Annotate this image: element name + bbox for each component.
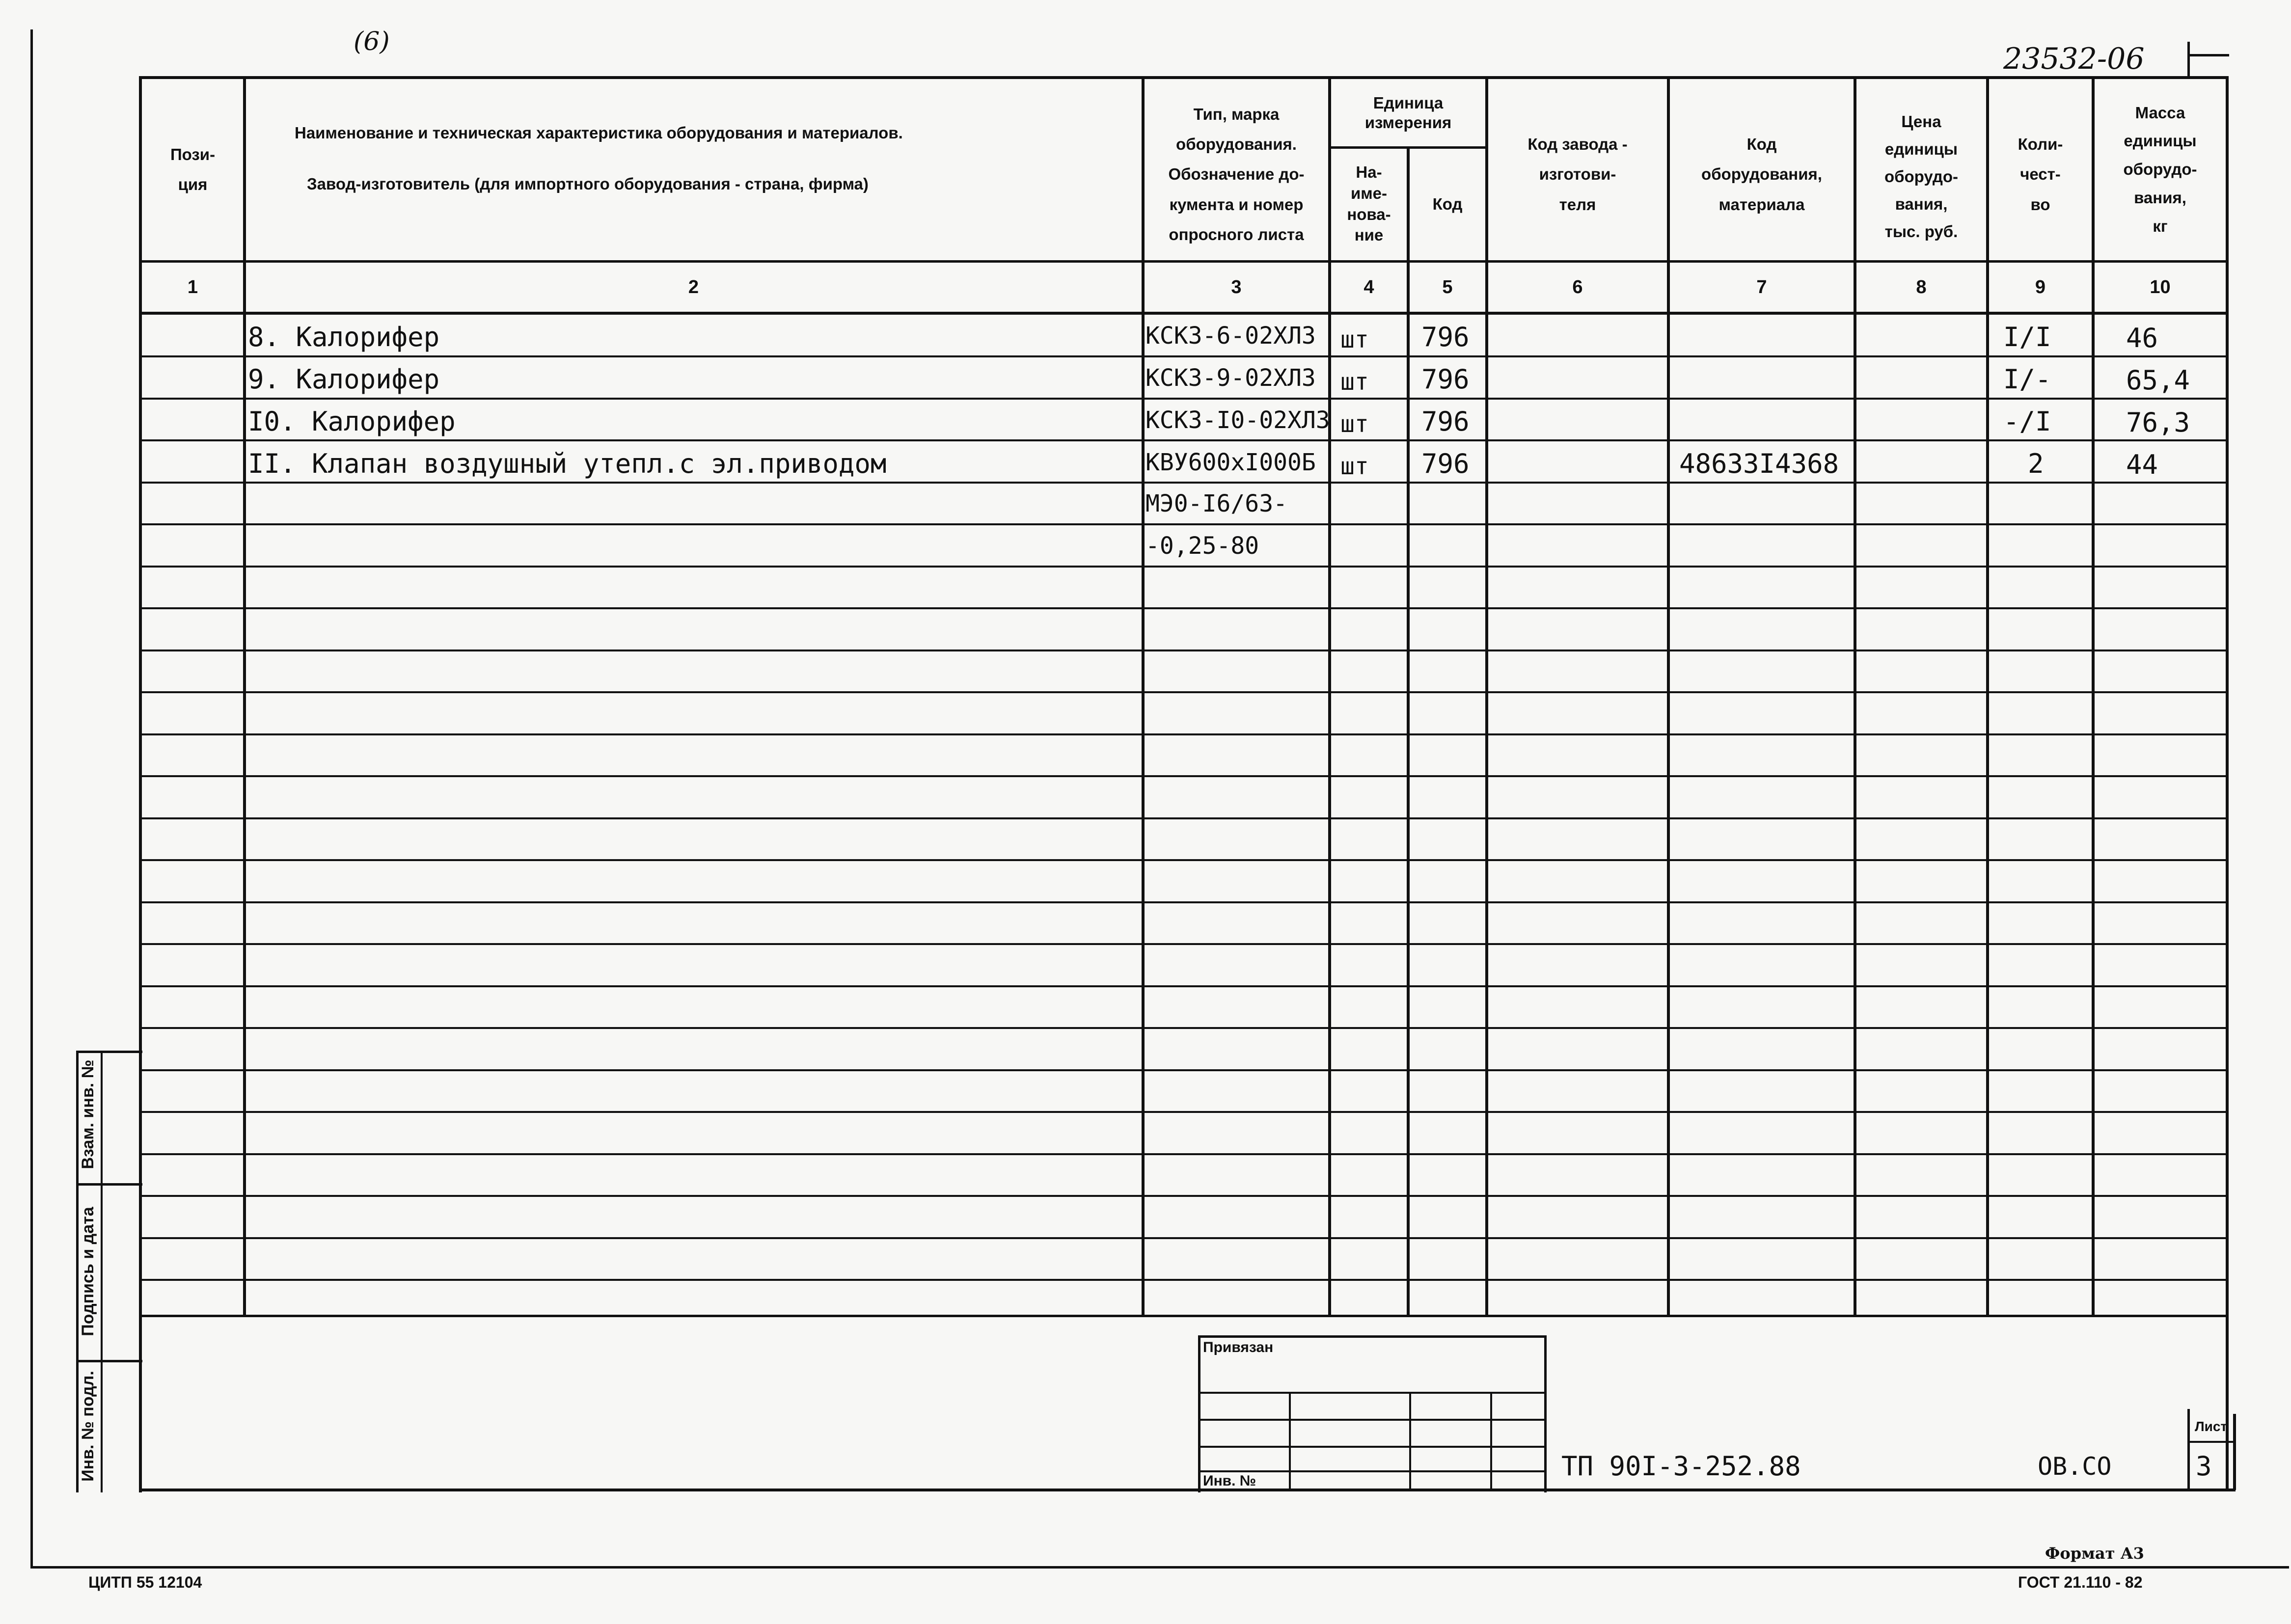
- inv-no-label: Инв. №: [1203, 1473, 1256, 1489]
- row-unit: шт: [1340, 453, 1369, 480]
- row-qty: -/I: [2003, 406, 2051, 437]
- document-number: 23532-06: [2003, 42, 2145, 76]
- header-unit-name: На- име- нова- ние: [1347, 162, 1391, 244]
- row-qty: I/-: [2003, 364, 2051, 395]
- privyazan-label: Привязан: [1203, 1339, 1274, 1355]
- row-name: II. Клапан воздушный утепл.с эл.приводом: [248, 448, 887, 479]
- row-ruling: [139, 1069, 2228, 1071]
- column-number-1: 1: [187, 276, 198, 298]
- row-unit: шт: [1340, 326, 1369, 353]
- column-number-3: 3: [1231, 276, 1242, 298]
- tb-v3: [1490, 1392, 1492, 1490]
- row-type: КВУ600хI000Б: [1146, 449, 1316, 476]
- row-unit-code: 796: [1421, 364, 1470, 395]
- tb-top: [1198, 1335, 1547, 1338]
- doc-number-separator: [2187, 42, 2190, 79]
- header-equipment-code: Код оборудования, материала: [1701, 135, 1822, 214]
- col-divider: [1407, 147, 1410, 1316]
- row-unit-code: 796: [1421, 322, 1470, 352]
- column-number-2: 2: [688, 276, 699, 298]
- row-ruling: [139, 650, 2228, 651]
- tb-h1: [1198, 1392, 1547, 1394]
- row-ruling: [139, 691, 2228, 693]
- row-ruling: [139, 439, 2228, 441]
- row-type: МЭ0-I6/63-: [1146, 490, 1287, 517]
- number-row-bottom-line: [139, 312, 2228, 315]
- frame-bottom-line: [139, 1489, 2236, 1491]
- column-number-4: 4: [1364, 276, 1374, 298]
- tb-v2: [1409, 1392, 1411, 1490]
- row-ruling: [139, 859, 2228, 861]
- row-unit: шт: [1340, 368, 1369, 396]
- column-number-8: 8: [1916, 276, 1927, 298]
- row-ruling: [139, 1195, 2228, 1197]
- row-ruling: [139, 1279, 2228, 1281]
- header-name-line1: Наименование и техническая характеристика оборудования и материалов.: [295, 124, 903, 142]
- row-ruling: [139, 733, 2228, 735]
- header-unit-code: Код: [1432, 194, 1463, 213]
- footer-format: Формат А3: [2045, 1544, 2144, 1563]
- frame-right-line: [2226, 76, 2229, 1490]
- row-ruling: [139, 943, 2228, 945]
- tb-v1: [1289, 1392, 1291, 1490]
- row-mass: 76,3: [2126, 407, 2190, 438]
- project-code: ТП 90I-3-252.88: [1561, 1451, 1801, 1482]
- column-number-5: 5: [1442, 276, 1453, 298]
- row-ruling: [139, 398, 2228, 400]
- row-name: 9. Калорифер: [248, 364, 440, 395]
- row-type: -0,25-80: [1146, 532, 1259, 560]
- header-type: Тип, марка оборудования. Обозначение до- кумента и номер опросного листа: [1168, 105, 1305, 244]
- header-name-line2: Завод-изготовитель (для импортного оборудования - страна, фирма): [307, 175, 869, 193]
- bottom-margin-line: [30, 1566, 2289, 1569]
- sheet-label: Лист: [2195, 1419, 2228, 1434]
- header-manufacturer-code: Код завода - изготови- теля: [1527, 135, 1628, 214]
- stamp-divider: [101, 1051, 103, 1492]
- tb-left: [1198, 1335, 1200, 1492]
- footer-gost: ГОСТ 21.110 - 82: [2018, 1573, 2143, 1591]
- row-qty: 2: [2028, 448, 2044, 479]
- row-unit-code: 796: [1421, 448, 1470, 479]
- doc-number-underline: [2187, 54, 2229, 56]
- column-number-6: 6: [1572, 276, 1583, 298]
- row-name: I0. Калорифер: [248, 406, 456, 437]
- row-ruling: [139, 355, 2228, 357]
- column-number-7: 7: [1756, 276, 1767, 298]
- row-unit: шт: [1340, 410, 1369, 438]
- stamp-signature-date: Подпись и дата: [79, 1207, 97, 1336]
- drawing-mark: ОВ.СО: [2038, 1452, 2112, 1481]
- table-end-line: [139, 1315, 2228, 1317]
- row-type: КСК3-I0-02ХЛ3: [1146, 406, 1330, 434]
- row-ruling: [139, 523, 2228, 525]
- row-mass: 65,4: [2126, 365, 2190, 396]
- row-ruling: [139, 1237, 2228, 1239]
- row-ruling: [139, 1153, 2228, 1155]
- row-ruling: [139, 817, 2228, 819]
- row-type: КСК3-9-02ХЛ3: [1146, 364, 1316, 392]
- row-type: КСК3-6-02ХЛ3: [1146, 322, 1316, 350]
- sheet-number: 3: [2196, 1451, 2212, 1482]
- sheet-box-left: [2187, 1409, 2190, 1491]
- row-ruling: [139, 901, 2228, 903]
- tb-h4: [1198, 1470, 1547, 1472]
- footer-left-code: ЦИТП 55 12104: [88, 1573, 202, 1591]
- stamp-sep: [76, 1183, 142, 1186]
- header-mass: Масса единицы оборудо- вания, кг: [2123, 103, 2197, 235]
- row-code: 48633I4368: [1679, 448, 1839, 479]
- left-margin-line: [30, 29, 33, 1569]
- stamp-replacement-inv: Взам. инв. №: [79, 1059, 97, 1169]
- header-unit-price: Цена единицы оборудо- вания, тыс. руб.: [1884, 112, 1959, 241]
- tb-right: [1544, 1335, 1547, 1492]
- row-unit-code: 796: [1421, 406, 1470, 437]
- column-number-10: 10: [2150, 276, 2171, 298]
- row-ruling: [139, 1027, 2228, 1029]
- column-number-9: 9: [2035, 276, 2046, 298]
- row-qty: I/I: [2003, 322, 2051, 352]
- row-ruling: [139, 985, 2228, 987]
- header-name: [245, 79, 1142, 260]
- row-name: 8. Калорифер: [248, 322, 440, 352]
- frame-right-inner-line: [2233, 1414, 2236, 1490]
- tb-h2: [1198, 1419, 1547, 1421]
- row-ruling: [139, 607, 2228, 609]
- header-unit-group: Единица измерения: [1364, 94, 1452, 132]
- row-ruling: [139, 482, 2228, 484]
- sheet-box-mid: [2187, 1441, 2234, 1443]
- row-ruling: [139, 1111, 2228, 1113]
- row-mass: 44: [2126, 449, 2158, 480]
- header-quantity: Коли- чест- во: [2018, 135, 2063, 214]
- tb-h3: [1198, 1446, 1547, 1448]
- row-ruling: [139, 566, 2228, 568]
- row-ruling: [139, 775, 2228, 777]
- corner-mark: (6): [354, 27, 390, 56]
- header-position: Пози- ция: [170, 145, 216, 193]
- row-mass: 46: [2126, 323, 2158, 353]
- stamp-original-inv: Инв. № подл.: [79, 1371, 97, 1482]
